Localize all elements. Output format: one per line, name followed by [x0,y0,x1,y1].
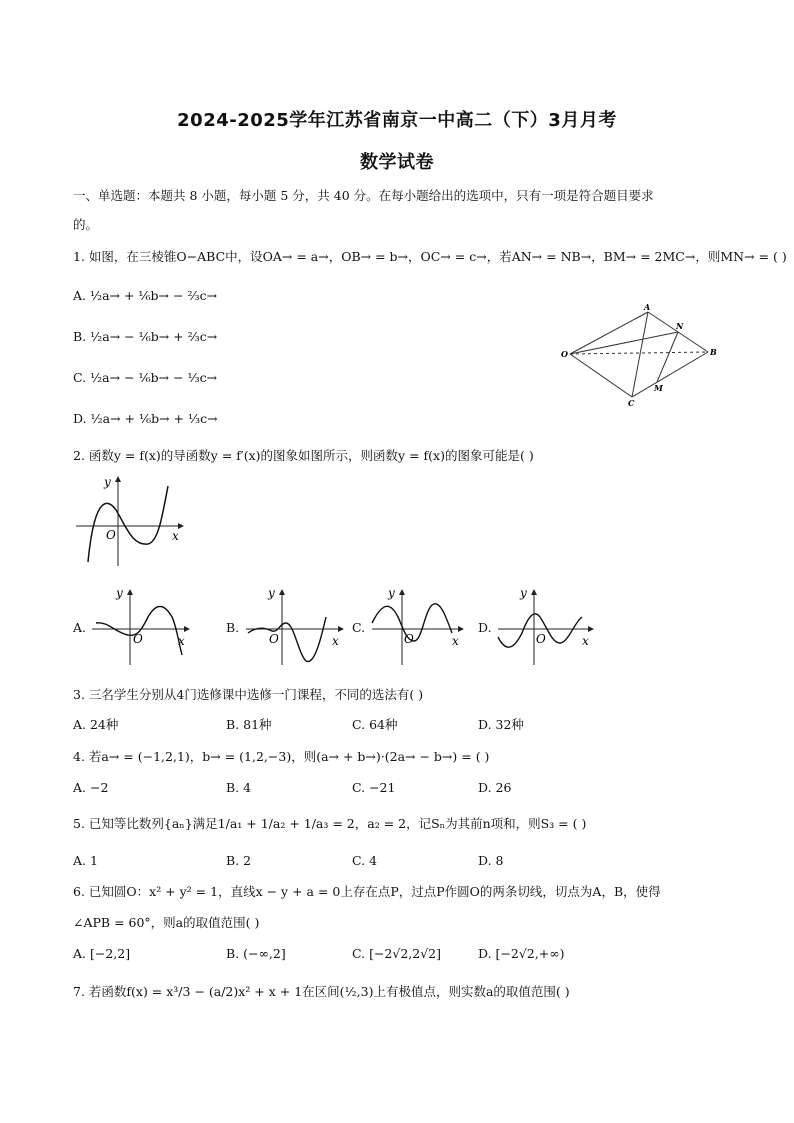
q1-option-a: A. ½a→ + ⅙b→ − ⅔c→ [73,288,218,303]
option-c-y-label: y [388,586,395,600]
q1-tetrahedron-figure [560,300,730,410]
derivative-curve [88,486,168,562]
q5-option-a: A. 1 [73,853,98,868]
q5-option-d: D. 8 [478,853,504,868]
exam-subtitle: 数学试卷 [360,152,434,173]
label-o: O [561,349,568,359]
q6-stem-line1: 6. 已知圆O：x² + y² = 1，直线x − y + a = 0上存在点P，过点P作圆O的两条切线，切点为A，B，使得 [73,884,661,899]
exam-title: 2024-2025学年江苏省南京一中高二（下）3月月考 [177,110,617,131]
q5-option-b: B. 2 [226,853,252,868]
q2-option-d-graph [494,583,599,668]
q3-option-a: A. 24种 [73,717,119,732]
q1-option-c: C. ½a→ − ⅙b→ − ⅓c→ [73,370,218,385]
q2-option-b: B. [226,620,240,635]
option-a-origin-label: O [133,632,143,646]
label-c: C [628,398,635,408]
q6-option-d: D. [−2√2,+∞) [478,946,565,961]
section-heading-line1: 一、单选题：本题共 8 小题，每小题 5 分，共 40 分。在每小题给出的选项中，只有一项是符合题目要求 [73,188,654,203]
q2-option-d: D. [478,620,492,635]
q1-stem: 1. 如图，在三棱锥O−ABC中，设OA→ = a→，OB→ = b→，OC→ = c→，若AN→ = NB→，BM→ = 2MC→，则MN→ = ( ) [73,249,787,264]
q4-option-a: A. −2 [73,780,109,795]
option-d-origin-label: O [536,632,546,646]
q4-option-b: B. 4 [226,780,252,795]
option-d-x-label: x [582,634,589,648]
q6-stem-line2: ∠APB = 60°，则a的取值范围( ) [73,915,260,930]
q2-stem: 2. 函数y = f(x)的导函数y = f′(x)的图象如图所示，则函数y = f(x)的图象可能是( ) [73,448,534,463]
edge-oa [570,312,648,354]
axis-origin-label: O [106,528,116,542]
q2-option-a: A. [73,620,87,635]
q3-option-c: C. 64种 [352,717,398,732]
q1-option-b: B. ½a→ − ⅙b→ + ⅔c→ [73,329,218,344]
q3-option-b: B. 81种 [226,717,272,732]
q2-option-a-graph [88,583,198,668]
q2-derivative-graph [72,470,192,570]
q4-option-d: D. 26 [478,780,512,795]
label-b: B [710,347,717,357]
q6-option-a: A. [−2,2] [73,946,131,961]
label-n: N [676,321,684,331]
segment-on [570,332,678,354]
edge-oc [570,354,632,397]
option-b-x-label: x [332,634,339,648]
q2-option-c-graph [368,583,473,668]
section-heading-line2: 的。 [73,217,99,232]
q6-option-c: C. [−2√2,2√2] [352,946,442,961]
option-b-y-label: y [268,586,275,600]
label-a: A [644,302,651,312]
q7-stem: 7. 若函数f(x) = x³/3 − (a/2)x² + x + 1在区间(½,3)上有极值点，则实数a的取值范围( ) [73,984,570,999]
q5-option-c: C. 4 [352,853,378,868]
edge-ob [570,352,708,354]
q1-option-d: D. ½a→ + ⅙b→ + ⅓c→ [73,411,218,426]
q2-option-c: C. [352,620,366,635]
q5-stem: 5. 已知等比数列{aₙ}满足1/a₁ + 1/a₂ + 1/a₃ = 2，a₂ = 2，记Sₙ为其前n项和，则S₃ = ( ) [73,816,587,831]
option-a-y-label: y [116,586,123,600]
segment-nm [657,332,678,382]
axis-x-label: x [172,529,179,543]
option-d-y-label: y [520,586,527,600]
q4-stem: 4. 若a→ = (−1,2,1)，b→ = (1,2,−3)，则(a→ + b→)·(2a→ − b→) = ( ) [73,749,490,764]
q4-option-c: C. −21 [352,780,396,795]
edge-cb [632,352,708,397]
option-b-origin-label: O [269,632,279,646]
edge-ac [632,312,648,397]
q2-option-b-graph [242,583,352,668]
axis-y-label: y [104,475,111,489]
q6-option-b: B. (−∞,2] [226,946,286,961]
q3-stem: 3. 三名学生分别从4门选修课中选修一门课程，不同的选法有( ) [73,687,424,702]
option-c-x-label: x [452,634,459,648]
label-m: M [654,383,663,393]
option-a-x-label: x [178,634,185,648]
option-c-origin-label: O [404,632,414,646]
q3-option-d: D. 32种 [478,717,524,732]
